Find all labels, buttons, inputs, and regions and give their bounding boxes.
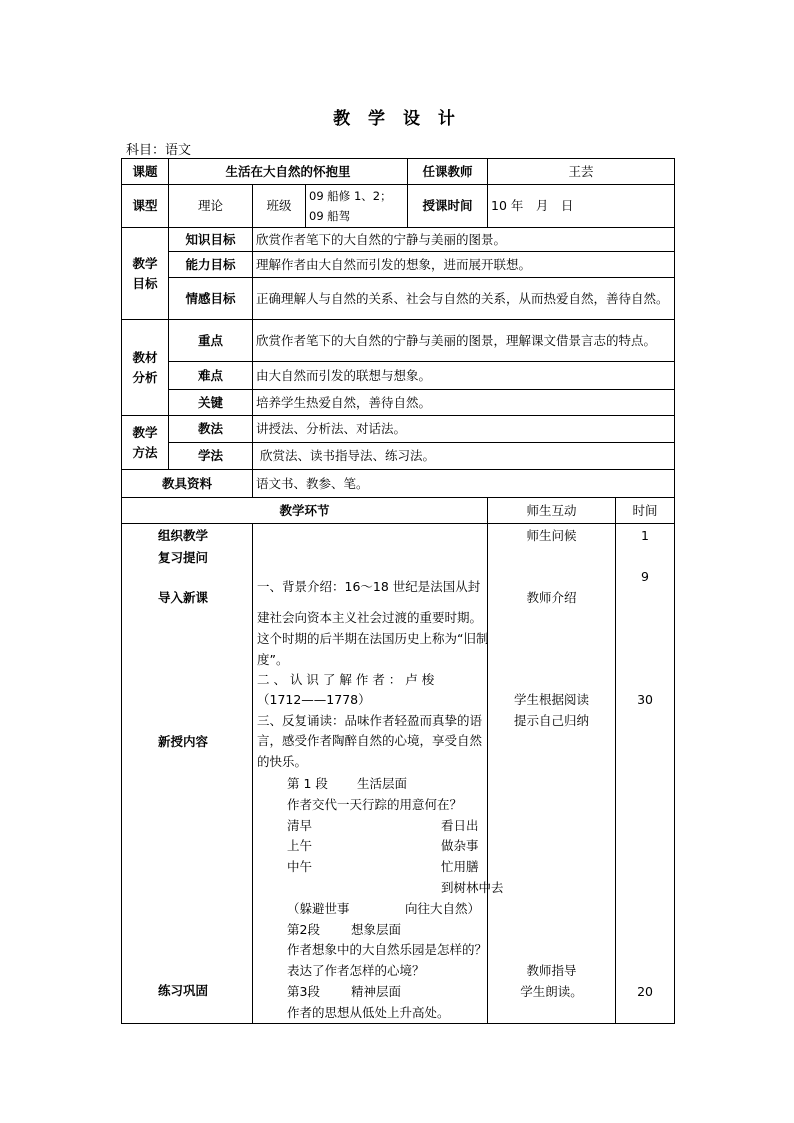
knowledge-label: 知识目标 (169, 228, 253, 252)
content-line: 第 1 段 (287, 776, 328, 791)
materials-label: 教具资料 (122, 470, 253, 498)
stage-new: 新授内容 (158, 734, 209, 749)
key-label: 重点 (169, 320, 253, 362)
time-column (616, 524, 675, 1024)
subject-label: 科目：语文 (126, 143, 192, 158)
content-line: 忙用膳 (441, 859, 479, 874)
analysis-crux-row (122, 390, 675, 416)
content-line: 一、背景介绍：16～18 世纪是法国从封 (257, 579, 481, 594)
method-teaching-row (122, 416, 675, 443)
knowledge-value: 欣赏作者笔下的大自然的宁静与美丽的图景。 (253, 228, 675, 252)
type-label: 课型 (122, 185, 169, 228)
emotion-value: 正确理解人与自然的关系、社会与自然的关系，从而热爱自然，善待自然。 (253, 278, 675, 320)
analysis-difficulty-row (122, 362, 675, 390)
content-line: 建社会向资本主义社会过渡的重要时期。 (257, 610, 483, 625)
process-body-row (122, 524, 675, 1024)
content-line: 的快乐。 (257, 754, 308, 769)
method-learning-row (122, 443, 675, 470)
process-header-row (122, 498, 675, 524)
goal-emotion-row (122, 278, 675, 320)
goal-knowledge-row (122, 228, 675, 252)
content-line: 三、反复诵读：品味作者轻盈而真挚的语 (257, 713, 483, 728)
interaction-read-1: 学生根据阅读 (514, 692, 590, 707)
content-line: 上午 (287, 838, 313, 853)
teaching-value: 讲授法、分析法、对话法。 (253, 416, 675, 443)
class-label: 班级 (253, 185, 306, 228)
interaction-guide-2: 学生朗读。 (520, 984, 583, 999)
content-line: 言，感受作者陶醉自然的心境，享受自然 (257, 733, 483, 748)
goal-ability-row (122, 252, 675, 278)
learning-label: 学法 (169, 443, 253, 470)
analysis-key-row (122, 320, 675, 362)
stage-column (122, 524, 253, 1024)
teaching-label: 教法 (169, 416, 253, 443)
content-line: 这个时期的后半期在法国历史上称为“旧制 (257, 631, 489, 646)
content-line: （1712——1778） (257, 692, 371, 707)
materials-row (122, 470, 675, 498)
interaction-read-2: 提示自己归纳 (514, 713, 590, 728)
key-value: 欣赏作者笔下的大自然的宁静与美丽的图景，理解课文借景言志的特点。 (253, 320, 675, 362)
teacher-value: 王芸 (488, 159, 675, 185)
teacher-label: 任课教师 (408, 159, 488, 185)
time-value-2: 9 (641, 569, 649, 584)
methods-label: 教学方法 (122, 416, 169, 470)
interaction-introduce: 教师介绍 (526, 590, 577, 605)
content-line: 看日出 (441, 818, 479, 833)
ability-value: 理解作者由大自然而引发的想象，进而展开联想。 (253, 252, 675, 278)
emotion-label: 情感目标 (169, 278, 253, 320)
interaction-guide-1: 教师指导 (526, 963, 577, 978)
content-line: 想象层面 (351, 922, 402, 937)
stage-header: 教学环节 (122, 498, 488, 524)
content-line: 作者交代一天行踪的用意何在？ (287, 797, 463, 812)
document-title: 教 学 设 计 (333, 109, 461, 129)
stage-organize: 组织教学 (158, 528, 209, 543)
class-value: 09 船修 1、2；09 船驾 (306, 185, 408, 228)
crux-value: 培养学生热爱自然，善待自然。 (253, 390, 675, 416)
time-value: 10 年 月 日 (488, 185, 675, 228)
interaction-greet: 师生问候 (526, 528, 577, 543)
content-column (253, 524, 504, 1024)
stage-practice: 练习巩固 (158, 983, 209, 998)
difficulty-label: 难点 (169, 362, 253, 390)
topic-label: 课题 (122, 159, 169, 185)
analysis-label: 教材分析 (122, 320, 169, 416)
materials-value: 语文书、教参、笔。 (253, 470, 675, 498)
content-line: 向往大自然） (405, 901, 481, 916)
content-line: 第2段 (287, 922, 320, 937)
time-header: 时间 (616, 498, 675, 524)
type-value: 理论 (169, 185, 253, 228)
content-line: 度”。 (257, 652, 289, 667)
content-line: 清早 (287, 818, 313, 833)
content-line: 生活层面 (357, 776, 408, 791)
topic-value: 生活在大自然的怀抱里 (169, 159, 408, 185)
content-line: （躲避世事 (287, 901, 350, 916)
content-line: 第3段 (287, 984, 320, 999)
stage-intro: 导入新课 (158, 590, 209, 605)
interaction-column (488, 524, 616, 1024)
crux-label: 关键 (169, 390, 253, 416)
content-line: 作者的思想从低处上升高处。 (287, 1005, 450, 1020)
ability-label: 能力目标 (169, 252, 253, 278)
content-line: 作者想象中的大自然乐园是怎样的？ (287, 942, 488, 957)
interaction-header: 师生互动 (488, 498, 616, 524)
content-line: 表达了作者怎样的心境？ (287, 963, 425, 978)
time-value-4: 20 (637, 984, 653, 999)
learning-value: 欣赏法、读书指导法、练习法。 (253, 443, 675, 470)
time-value-3: 30 (637, 692, 653, 707)
lesson-plan-table (121, 158, 675, 1024)
content-line: 做杂事 (441, 838, 479, 853)
stage-review: 复习提问 (158, 550, 209, 565)
content-line: 二 、 认 识 了 解 作 者 ： 卢 梭 (257, 672, 435, 687)
difficulty-value: 由大自然而引发的联想与想象。 (253, 362, 675, 390)
content-line: 精神层面 (351, 984, 402, 999)
content-line: 到树林中去 (441, 880, 504, 895)
topic-row (122, 159, 675, 185)
time-label: 授课时间 (408, 185, 488, 228)
content-line: 中午 (287, 859, 313, 874)
time-value-1: 1 (641, 528, 649, 543)
goals-label: 教学目标 (122, 228, 169, 320)
type-row (122, 185, 675, 228)
